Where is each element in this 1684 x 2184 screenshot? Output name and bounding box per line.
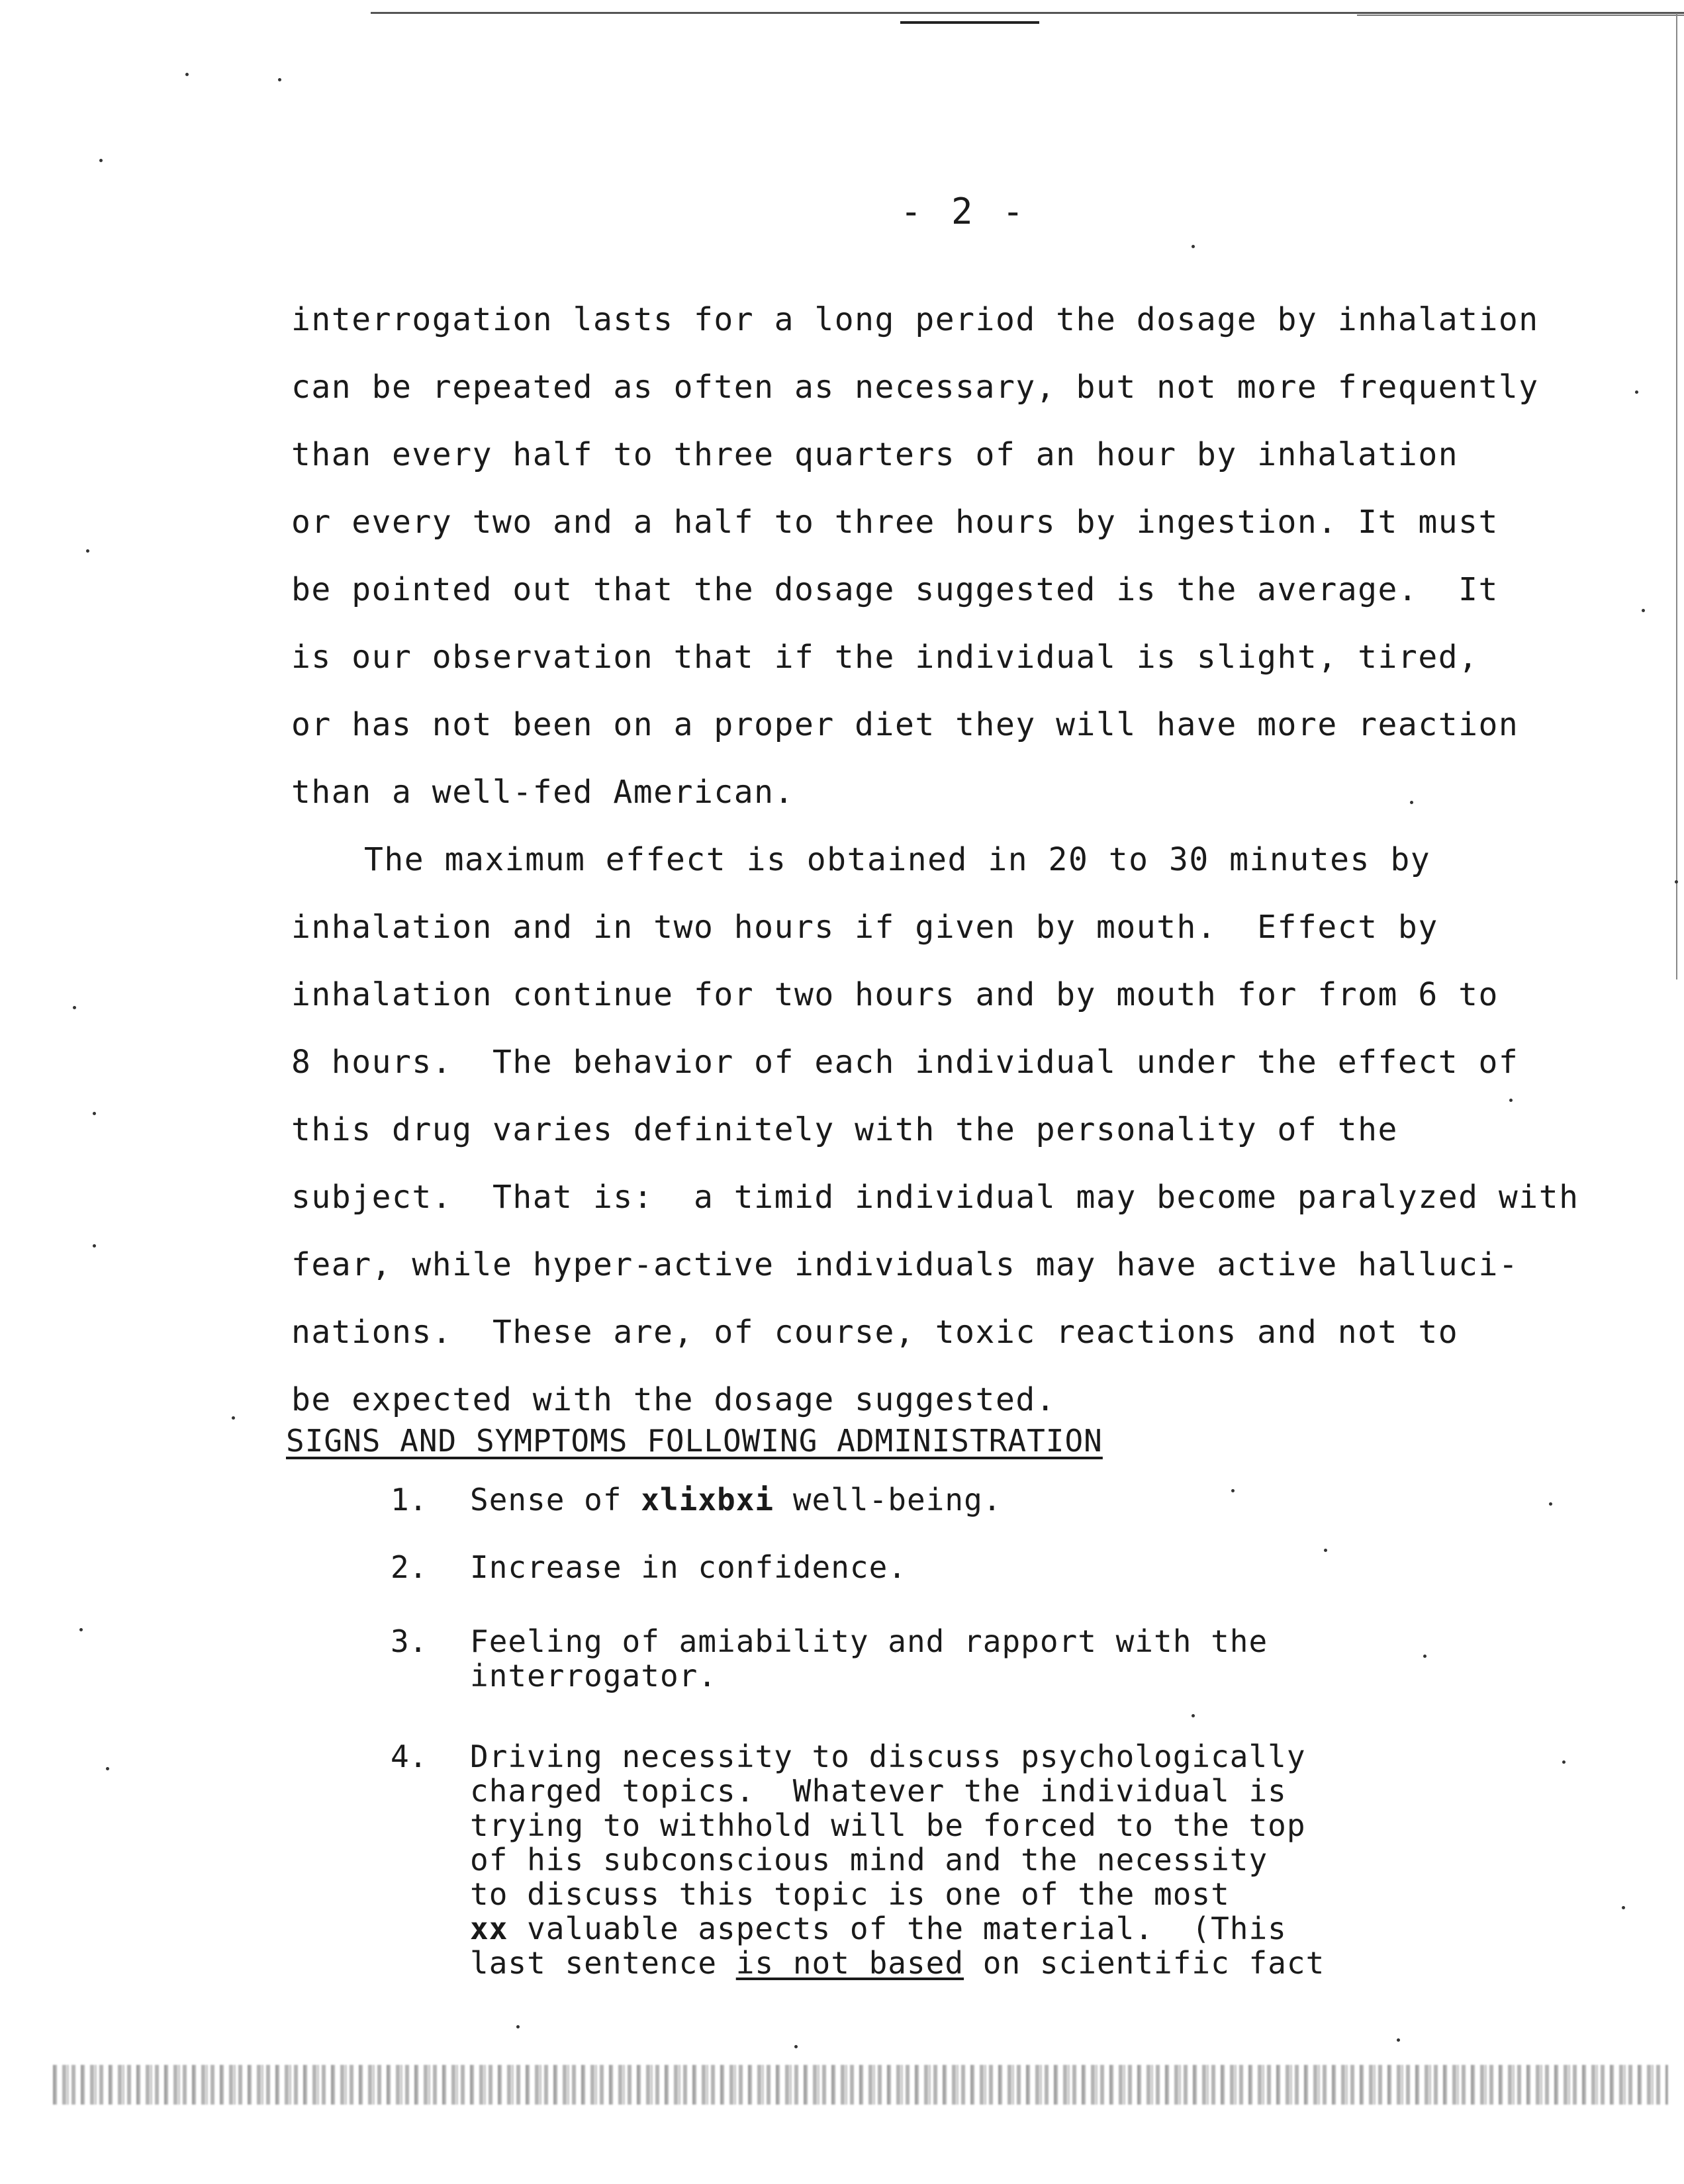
scan-speck <box>1509 1099 1513 1102</box>
text-segment: on scientific fact <box>964 1945 1325 1981</box>
scan-speck <box>93 1244 96 1248</box>
list-item <box>391 1482 1450 1517</box>
scan-speck <box>185 73 189 76</box>
page-number: - 2 - <box>900 191 1028 232</box>
underlined-text: is not based <box>735 1945 964 1981</box>
list-item-text: Increase in confidence. <box>470 1549 907 1585</box>
scan-speck <box>1675 880 1678 884</box>
text-line: is our observation that if the individual is slight, tired, <box>291 639 1479 676</box>
scan-speck <box>1635 390 1638 394</box>
scan-speck <box>516 2025 520 2028</box>
text-line: this drug varies definitely with the personality of the <box>291 1111 1398 1148</box>
scan-speck <box>1192 1714 1195 1717</box>
text-line: be expected with the dosage suggested. <box>291 1381 1056 1418</box>
typed-over-text: xx <box>470 1911 508 1946</box>
scan-speck <box>1642 609 1645 612</box>
bottom-scan-noise <box>53 2065 1668 2105</box>
typed-over-text: xlixbxi <box>641 1482 774 1518</box>
list-item-text: Feeling of amiability and rapport with the interrogator. <box>470 1623 1268 1694</box>
text-line: can be repeated as often as necessary, but not more frequently <box>291 369 1539 406</box>
scan-speck <box>794 2045 798 2048</box>
scan-speck <box>278 78 281 81</box>
text-line: 8 hours. The behavior of each individual under the effect of <box>291 1044 1519 1081</box>
symptoms-list <box>391 1482 1450 2000</box>
list-item-number: 2. <box>391 1549 428 1585</box>
text-line: than a well-fed American. <box>291 774 794 811</box>
list-item <box>391 1550 1450 1584</box>
section-heading: SIGNS AND SYMPTOMS FOLLOWING ADMINISTRATION <box>286 1423 1103 1459</box>
text-line: fear, while hyper-active individuals may have active halluci- <box>291 1246 1519 1283</box>
paragraph-2 <box>291 826 1609 1433</box>
scan-speck <box>1423 1655 1427 1658</box>
scan-speck <box>1231 1489 1235 1492</box>
list-item-text <box>470 1482 1002 1517</box>
text-line: nations. These are, of course, toxic reactions and not to <box>291 1314 1459 1351</box>
right-edge-rule <box>1676 13 1677 979</box>
scan-speck <box>93 1112 96 1115</box>
text-segment: Driving necessity to discuss psychologically charged topics. Whatever the individual is trying to withhold will be forced to the top of his subconscious mind and the necessity to discuss this topic is one of the most <box>470 1739 1306 1912</box>
top-dash-rule <box>900 21 1039 24</box>
scan-speck <box>1622 1906 1625 1909</box>
text-line: interrogation lasts for a long period the dosage by inhalation <box>291 301 1539 338</box>
text-segment: valuable aspects of the material. (This last sentence <box>470 1911 1287 1981</box>
text-segment: Sense of <box>470 1482 641 1518</box>
text-line: than every half to three quarters of an hour by inhalation <box>291 436 1459 473</box>
scan-speck <box>106 1767 109 1770</box>
scan-speck <box>1549 1502 1552 1506</box>
list-item-number: 1. <box>391 1482 428 1518</box>
scan-speck <box>99 159 103 162</box>
list-item <box>391 1739 1450 1980</box>
text-line: inhalation continue for two hours and by mouth for from 6 to <box>291 976 1499 1013</box>
scan-speck <box>1410 801 1413 804</box>
list-item <box>391 1624 1450 1693</box>
list-item-text <box>470 1739 1325 1980</box>
scan-speck <box>1192 245 1195 248</box>
top-edge-rule <box>371 12 1684 14</box>
body-text <box>291 286 1609 1433</box>
list-item-number: 3. <box>391 1623 428 1659</box>
scan-speck <box>79 1628 83 1631</box>
scan-speck <box>1397 2038 1400 2042</box>
scan-speck <box>73 1006 76 1009</box>
top-edge-rule-right <box>1357 15 1684 16</box>
scan-speck <box>1324 1549 1327 1552</box>
paragraph-1 <box>291 286 1609 826</box>
scan-speck <box>86 549 89 553</box>
list-item-number: 4. <box>391 1739 428 1774</box>
text-line: The maximum effect is obtained in 20 to 30 minutes by <box>364 841 1431 878</box>
text-line: inhalation and in two hours if given by mouth. Effect by <box>291 909 1438 946</box>
text-line: or has not been on a proper diet they will have more reaction <box>291 706 1519 743</box>
text-segment: well-being. <box>774 1482 1002 1518</box>
scan-speck <box>232 1416 235 1420</box>
text-line: or every two and a half to three hours by ingestion. It must <box>291 504 1499 541</box>
scan-speck <box>1562 1760 1566 1764</box>
text-line: be pointed out that the dosage suggested is the average. It <box>291 571 1499 608</box>
text-line: subject. That is: a timid individual may become paralyzed with <box>291 1179 1579 1216</box>
